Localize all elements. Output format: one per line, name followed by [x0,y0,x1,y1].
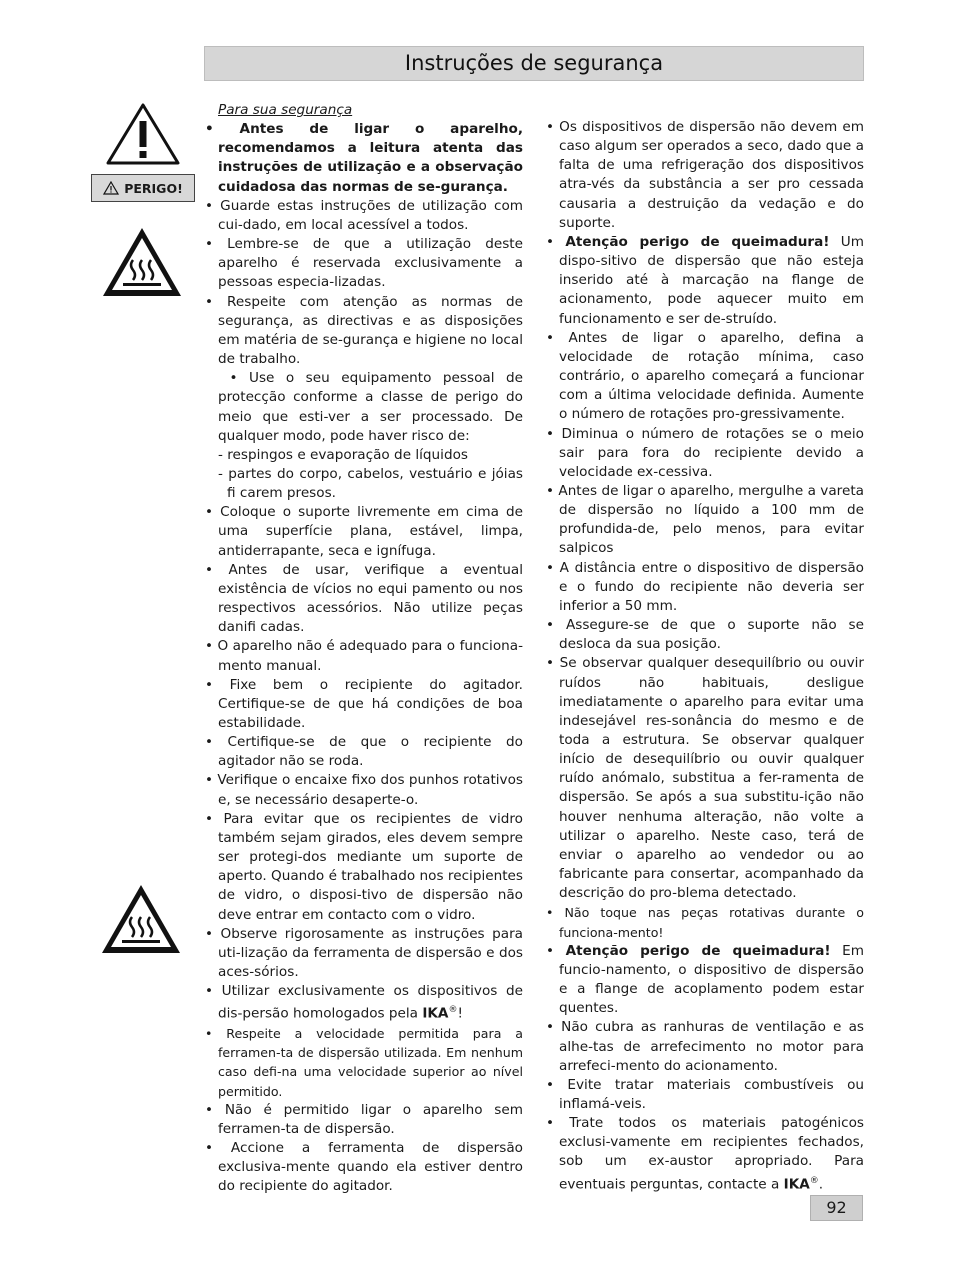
warning-text: Atenção perigo de queimadura! [565,942,831,959]
list-item: • Guarde estas instruções de utilização com cui-dado, em local acessível a todos. [205,197,524,233]
list-item: • Para evitar que os recipientes de vidro também sejam girados, eles devem sempre ser protegi-dos mediante um suporte de aperto. Quando é trabalhado nos recipientes de vidro, o disposi-tivo de dispersão não deve entrar em contacto com o vidro. [205,810,523,923]
list-item: • Antes de ligar o aparelho, recomendamos a leitura atenta das instruções de utilização e a observação cuidadosa das normas de se-gurança. [205,121,524,195]
small-warning-icon [103,181,119,195]
page-number: 92 [810,1195,863,1221]
list-item: • A distância entre o dispositivo de dispersão e o fundo do recipiente não deveria ser inferior a 50 mm. [546,559,865,614]
left-column [205,101,523,1196]
list-item: • Observe rigorosamente as instruções para uti-lização da ferramenta de dispersão e dos aces-sórios. [205,925,524,981]
list-item: • Fixe bem o recipiente do agitador. Certifique-se de que há condições de boa estabilidade. [205,676,523,731]
danger-label: PERIGO! [124,180,183,196]
list-item: • Verifique o encaixe fixo dos punhos rotativos e, se necessário desaperte-o. [205,772,523,808]
list-item: • Trate todos os materiais patogénicos exclusi-vamente em recipientes fechados, sob um ex-austor apropriado. Para eventuais perguntas, contacte a IKA®. [546,1115,864,1193]
warning-text: Atenção perigo de queimadura! [565,233,830,250]
list-item: • Não é permitido ligar o aparelho sem ferramen-ta de dispersão. [205,1101,523,1137]
list-item: • O aparelho não é adequado para o funciona-mento manual. [205,638,524,674]
list-item: • Respeite a velocidade permitida para a ferramen-ta de dispersão utilizada. Em nenhum caso defi-na uma velocidade superior ao nível permitido. [205,1026,523,1099]
list-item: • Coloque o suporte livremente em cima de uma superfície plana, estável, limpa, antiderrapante, seca e ignífuga. [205,504,523,559]
list-item: • Diminua o número de rotações se o meio sair para fora do recipiente devido a velocidade ex-cessiva. [546,425,864,480]
danger-badge [91,174,195,202]
brand-name: IKA [422,1005,449,1022]
list-item: • Assegure-se de que o suporte não se desloca da sua posição. [546,617,864,653]
sub-item: - partes do corpo, cabelos, vestuário e jóias fi carem presos. [218,465,523,502]
list-item: • Atenção perigo de queimadura! Em funcio-namento, o dispositivo de dispersão e a flange de acoplamento podem estar quentes. [546,942,865,1017]
list-item: • Certifique-se de que o recipiente do agitador não se roda. [205,734,523,770]
hot-surface-icon [101,226,183,298]
list-item: • Antes de ligar o aparelho, defina a velocidade de rotação mínima, caso contrário, o aparelho começará a funcionar com a última velocidade definida. Aumente o número de rotações pro-gressivamente. [546,329,864,423]
sub-item: - respingos e evaporação de líquidos [218,446,468,463]
list-item: • Os dispositivos de dispersão não devem em caso algum ser operados a seco, dado que a falta de uma refrigeração dos dispositivos atra-vés da substância a ser pro cessada causaria a destruição da vedação e do suporte. [546,119,864,231]
brand-name: IKA [783,1176,810,1193]
list-item: • Antes de ligar o aparelho, mergulhe a vareta de dispersão no líquido a 100 mm de profundida-de, pelo menos, para evitar salpicos [546,482,864,557]
list-item: • Se observar qualquer desequilíbrio ou ouvir ruídos não habituais, desligue imediatamente o aparelho para evitar uma indesejável res-sonância do mesmo e de toda a estrutura. Se observar qualquer início de desequilíbrio ou ouvir qualquer ruído anómalo, substitua a fer-ramenta de dispersão. Se após a sua substitu-ição não houver nenhuma alteração, não volte a utilizar o aparelho. Neste caso, terá de enviar o aparelho ao vendedor ou ao fabricante para consertar, acompanhado da descrição do pro-blema detectado. [546,655,864,902]
header-bar [204,46,864,81]
list-item: • Utilizar exclusivamente os dispositivos de dis-persão homologados pela IKA®! [205,983,523,1022]
section-intro: Para sua segurança [218,102,353,118]
list-item: • Não cubra as ranhuras de ventilação e as alhe-tas de arrefecimento no motor para arrefeci-mento do acionamento. [546,1019,864,1074]
list-item: • Antes de usar, verifique a eventual existência de vícios no equi pamento ou nos respectivos acessórios. Não utilize peças danifi cadas. [205,561,523,636]
list-item: • Evite tratar materiais combustíveis ou inflamá-veis. [546,1076,865,1112]
list-item: • Não toque nas peças rotativas durante o funciona-mento! [546,905,864,940]
hot-surface-icon [100,883,182,955]
list-item: • Use o seu equipamento pessoal de protecção conforme a classe de perigo do meio que esti-ver a ser processado. De qualquer modo, pode haver risco de: [218,370,523,444]
list-item: • Respeite com atenção as normas de segurança, as directivas e as disposições em matéria de se-gurança e higiene no local de trabalho. [205,293,524,368]
warning-triangle-icon [106,103,180,165]
list-item: • Accione a ferramenta de dispersão exclusiva-mente quando ela estiver dentro do recipiente do agitador. [205,1139,523,1195]
list-item: • Atenção perigo de queimadura! Um dispo-sitivo de dispersão que não esteja inserido até à marcação na flange de acionamento, pode aquecer muito em funcionamento e ser de-struído. [546,233,864,327]
right-column [546,118,864,1194]
list-item: • Lembre-se de que a utilização deste aparelho é reservada exclusivamente a pessoas especia-lizadas. [205,236,523,291]
page-title: Instruções de segurança [404,51,664,75]
